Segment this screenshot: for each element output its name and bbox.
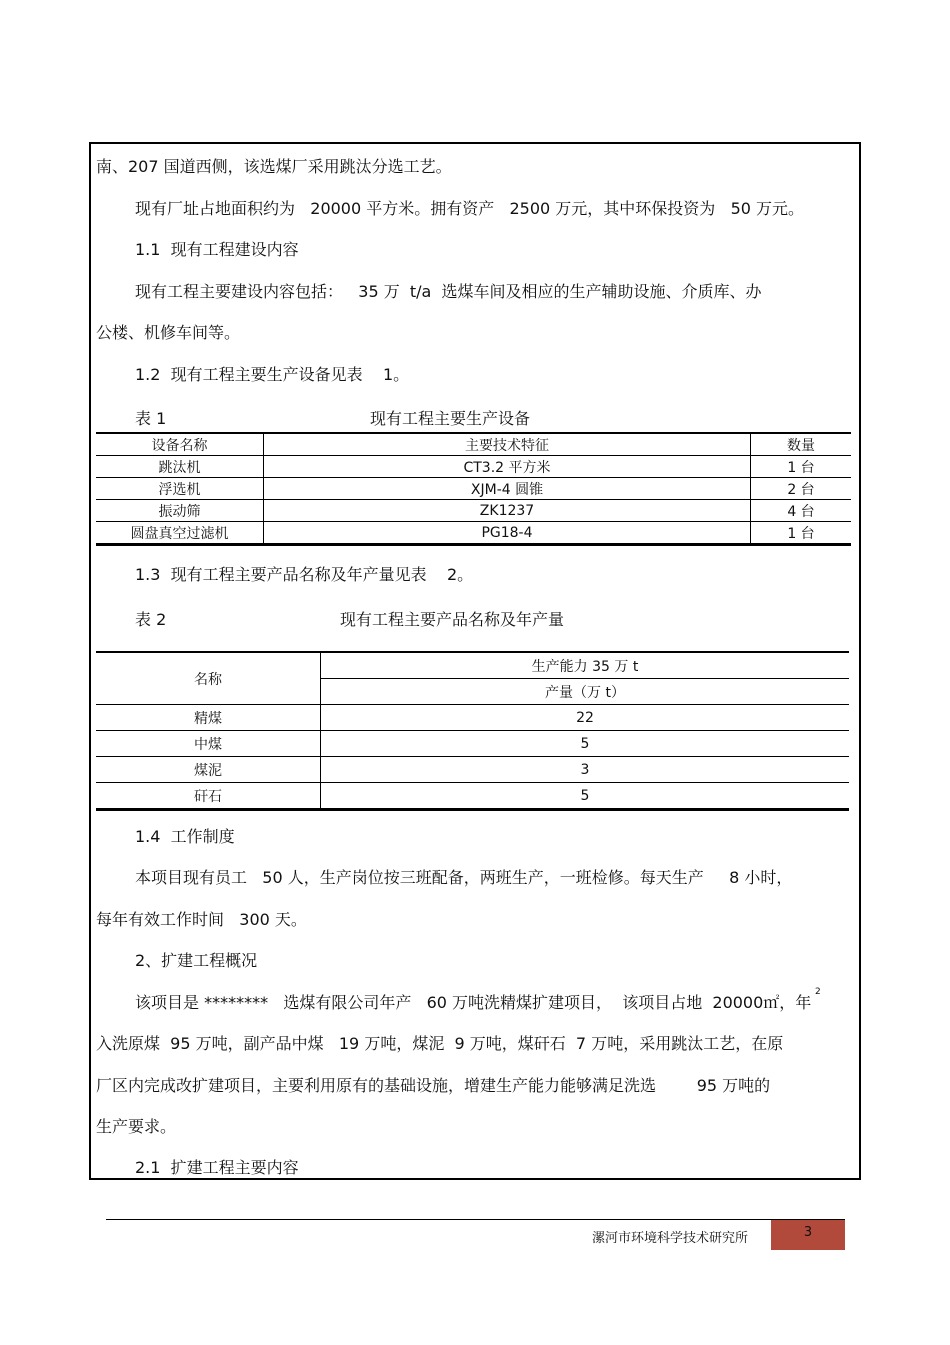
section-heading: 1.4 工作制度 (135, 827, 235, 846)
table-row (96, 522, 851, 545)
paragraph: 现有厂址占地面积约为 20000 平方米。拥有资产 2500 万元，其中环保投资为 50 万元。 (135, 199, 805, 218)
table-row (96, 731, 849, 757)
paragraph: 生产要求。 (96, 1117, 177, 1136)
header-cell: 主要技术特征 (264, 433, 751, 456)
table-header-row (96, 652, 849, 679)
table-cell: 1 台 (751, 522, 852, 545)
paragraph: 现有工程主要建设内容包括： 35 万 t/a 选煤车间及相应的生产辅助设施、介质库、办 (135, 282, 762, 301)
table1-title: 现有工程主要生产设备 (370, 409, 531, 428)
table-cell: PG18-4 (264, 522, 751, 545)
table-row (96, 500, 851, 522)
table-row (96, 783, 849, 810)
header-cell: 设备名称 (96, 433, 264, 456)
table-cell: 3 (321, 757, 850, 783)
table-cell: 2 台 (751, 478, 852, 500)
section-heading: 1.1 现有工程建设内容 (135, 240, 299, 259)
table-row (96, 456, 851, 478)
header-cell: 数量 (751, 433, 852, 456)
paragraph: 该项目是 ******** 选煤有限公司年产 60 万吨洗精煤扩建项目， 该项目占地 20000㎡，年 (135, 993, 812, 1012)
table-cell: 5 (321, 731, 850, 757)
table-header-row (96, 433, 851, 456)
paragraph: 本项目现有员工 50 人，生产岗位按三班配备，两班生产，一班检修。每天生产 8 小时， (135, 868, 793, 887)
product-table (96, 651, 849, 811)
header-cell: 生产能力 35 万 t (321, 652, 850, 679)
section-heading: 2.1 扩建工程主要内容 (135, 1158, 299, 1177)
table-row (96, 478, 851, 500)
table-cell: 1 台 (751, 456, 852, 478)
table-cell: 圆盘真空过滤机 (96, 522, 264, 545)
table-row (96, 757, 849, 783)
table-cell: 5 (321, 783, 850, 810)
table-cell: 4 台 (751, 500, 852, 522)
header-cell: 产量（万 t） (321, 679, 850, 705)
table-cell: 浮选机 (96, 478, 264, 500)
table-cell: 中煤 (96, 731, 321, 757)
footer-organization: 漯河市环境科学技术研究所 (592, 1231, 749, 1246)
paragraph: 南、207 国道西侧，该选煤厂采用跳汰分选工艺。 (96, 157, 452, 176)
table-cell: 精煤 (96, 705, 321, 731)
section-heading: 1.3 现有工程主要产品名称及年产量见表 2。 (135, 565, 474, 584)
table-cell: CT3.2 平方米 (264, 456, 751, 478)
table-cell: XJM-4 圆锥 (264, 478, 751, 500)
table2-label: 表 2 (135, 610, 167, 629)
table-cell: ZK1237 (264, 500, 751, 522)
footer-rule (106, 1219, 845, 1220)
table-cell: 煤泥 (96, 757, 321, 783)
paragraph: 每年有效工作时间 300 天。 (96, 910, 307, 929)
table-row (96, 705, 849, 731)
table1-label: 表 1 (135, 409, 167, 428)
section-heading: 2、扩建工程概况 (135, 951, 258, 970)
equipment-table (96, 432, 851, 546)
paragraph: 入洗原煤 95 万吨，副产品中煤 19 万吨，煤泥 9 万吨，煤矸石 7 万吨，采用跳汰工艺，在原 (96, 1034, 784, 1053)
table2-title: 现有工程主要产品名称及年产量 (340, 610, 565, 629)
page-number: 3 (771, 1220, 845, 1250)
superscript: 2 (815, 987, 821, 997)
table-cell: 跳汰机 (96, 456, 264, 478)
header-cell: 名称 (96, 652, 321, 705)
section-heading: 1.2 现有工程主要生产设备见表 1。 (135, 365, 410, 384)
paragraph: 厂区内完成改扩建项目，主要利用原有的基础设施，增建生产能力能够满足洗选 95 万吨的 (96, 1076, 771, 1095)
table-cell: 22 (321, 705, 850, 731)
table-cell: 矸石 (96, 783, 321, 810)
paragraph: 公楼、机修车间等。 (96, 323, 241, 342)
table-cell: 振动筛 (96, 500, 264, 522)
